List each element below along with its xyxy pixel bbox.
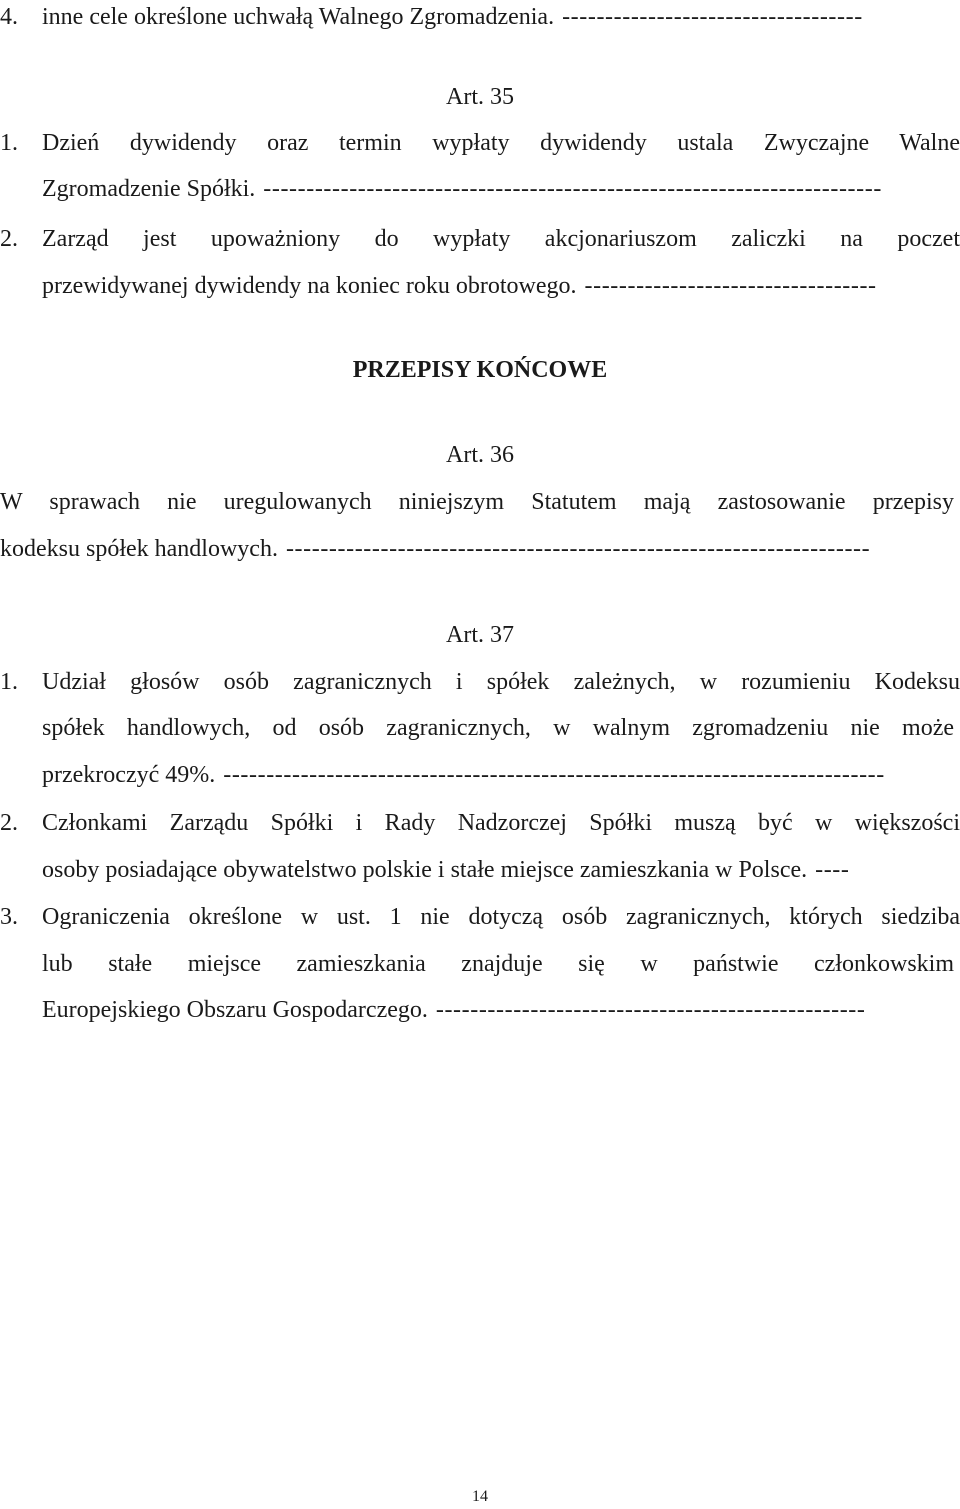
dash-filler: -------------------------------------------------------------------- [285, 536, 871, 562]
paragraph-text: osoby posiadające obywatelstwo polskie i stałe miejsce zamieszkania w Polsce. [42, 857, 808, 883]
paragraph-text: przekroczyć 49%. [42, 762, 216, 788]
section-heading: PRZEPISY KOŃCOWE [352, 357, 608, 383]
paragraph-text: W sprawach nie uregulowanych niniejszym Statutem mają zastosowanie przepisy [0, 489, 954, 515]
dash-filler: ----------------------------------------------------------------------------- [223, 762, 885, 788]
art37-paragraph-1 [0, 667, 960, 697]
paragraph-text: kodeksu spółek handlowych. [0, 536, 278, 562]
item-number: 1. [0, 130, 18, 156]
paragraph-text: Ograniczenia określone w ust. 1 nie dotyczą osób zagranicznych, których siedziba [42, 904, 960, 930]
dash-filler: ------------------------------------------------------------------------ [263, 176, 882, 202]
art37-paragraph-1-cont [0, 713, 960, 743]
paragraph-text: Zarząd jest upoważniony do wypłaty akcjonariuszom zaliczki na poczet [42, 226, 960, 252]
art37-paragraph-1-cont-2 [0, 760, 960, 790]
item-number: 4. [0, 4, 18, 30]
dash-filler: ---- [815, 857, 850, 883]
list-item-4 [0, 2, 960, 32]
art36-text [0, 487, 960, 517]
item-number: 1. [0, 669, 18, 695]
paragraph-text: Dzień dywidendy oraz termin wypłaty dywidendy ustala Zwyczajne Walne [42, 130, 960, 156]
paragraph-text: lub stałe miejsce zamieszkania znajduje się w państwie członkowskim [42, 951, 954, 977]
art37-paragraph-2 [0, 808, 960, 838]
article-36-heading: Art. 36 [446, 442, 514, 468]
art37-paragraph-3 [0, 902, 960, 932]
dash-filler: ---------------------------------- [584, 273, 877, 299]
art35-paragraph-2 [0, 224, 960, 254]
art35-paragraph-2-cont [0, 271, 960, 301]
paragraph-text: przewidywanej dywidendy na koniec roku obrotowego. [42, 273, 577, 299]
page-number: 14 [472, 1488, 488, 1505]
article-37-heading: Art. 37 [446, 622, 514, 648]
paragraph-text: Zgromadzenie Spółki. [42, 176, 256, 202]
paragraph-text: Europejskiego Obszaru Gospodarczego. [42, 997, 428, 1023]
art35-paragraph-1 [0, 128, 960, 158]
item-number: 3. [0, 904, 18, 930]
item-number: 2. [0, 226, 18, 252]
art37-paragraph-3-cont-2 [0, 995, 960, 1025]
article-35-heading: Art. 35 [446, 84, 514, 110]
paragraph-text: Udział głosów osób zagranicznych i spółek zależnych, w rozumieniu Kodeksu [42, 669, 960, 695]
dash-filler: -------------------------------------------------- [435, 997, 866, 1023]
paragraph-text: spółek handlowych, od osób zagranicznych, w walnym zgromadzeniu nie może [42, 715, 954, 741]
art36-text-cont [0, 534, 960, 564]
art37-paragraph-3-cont [0, 949, 960, 979]
dash-filler: ----------------------------------- [562, 4, 863, 30]
item-text: inne cele określone uchwałą Walnego Zgromadzenia. [42, 4, 555, 30]
art35-paragraph-1-cont [0, 174, 960, 204]
paragraph-text: Członkami Zarządu Spółki i Rady Nadzorczej Spółki muszą być w większości [42, 810, 960, 836]
item-number: 2. [0, 810, 18, 836]
art37-paragraph-2-cont [0, 855, 960, 885]
